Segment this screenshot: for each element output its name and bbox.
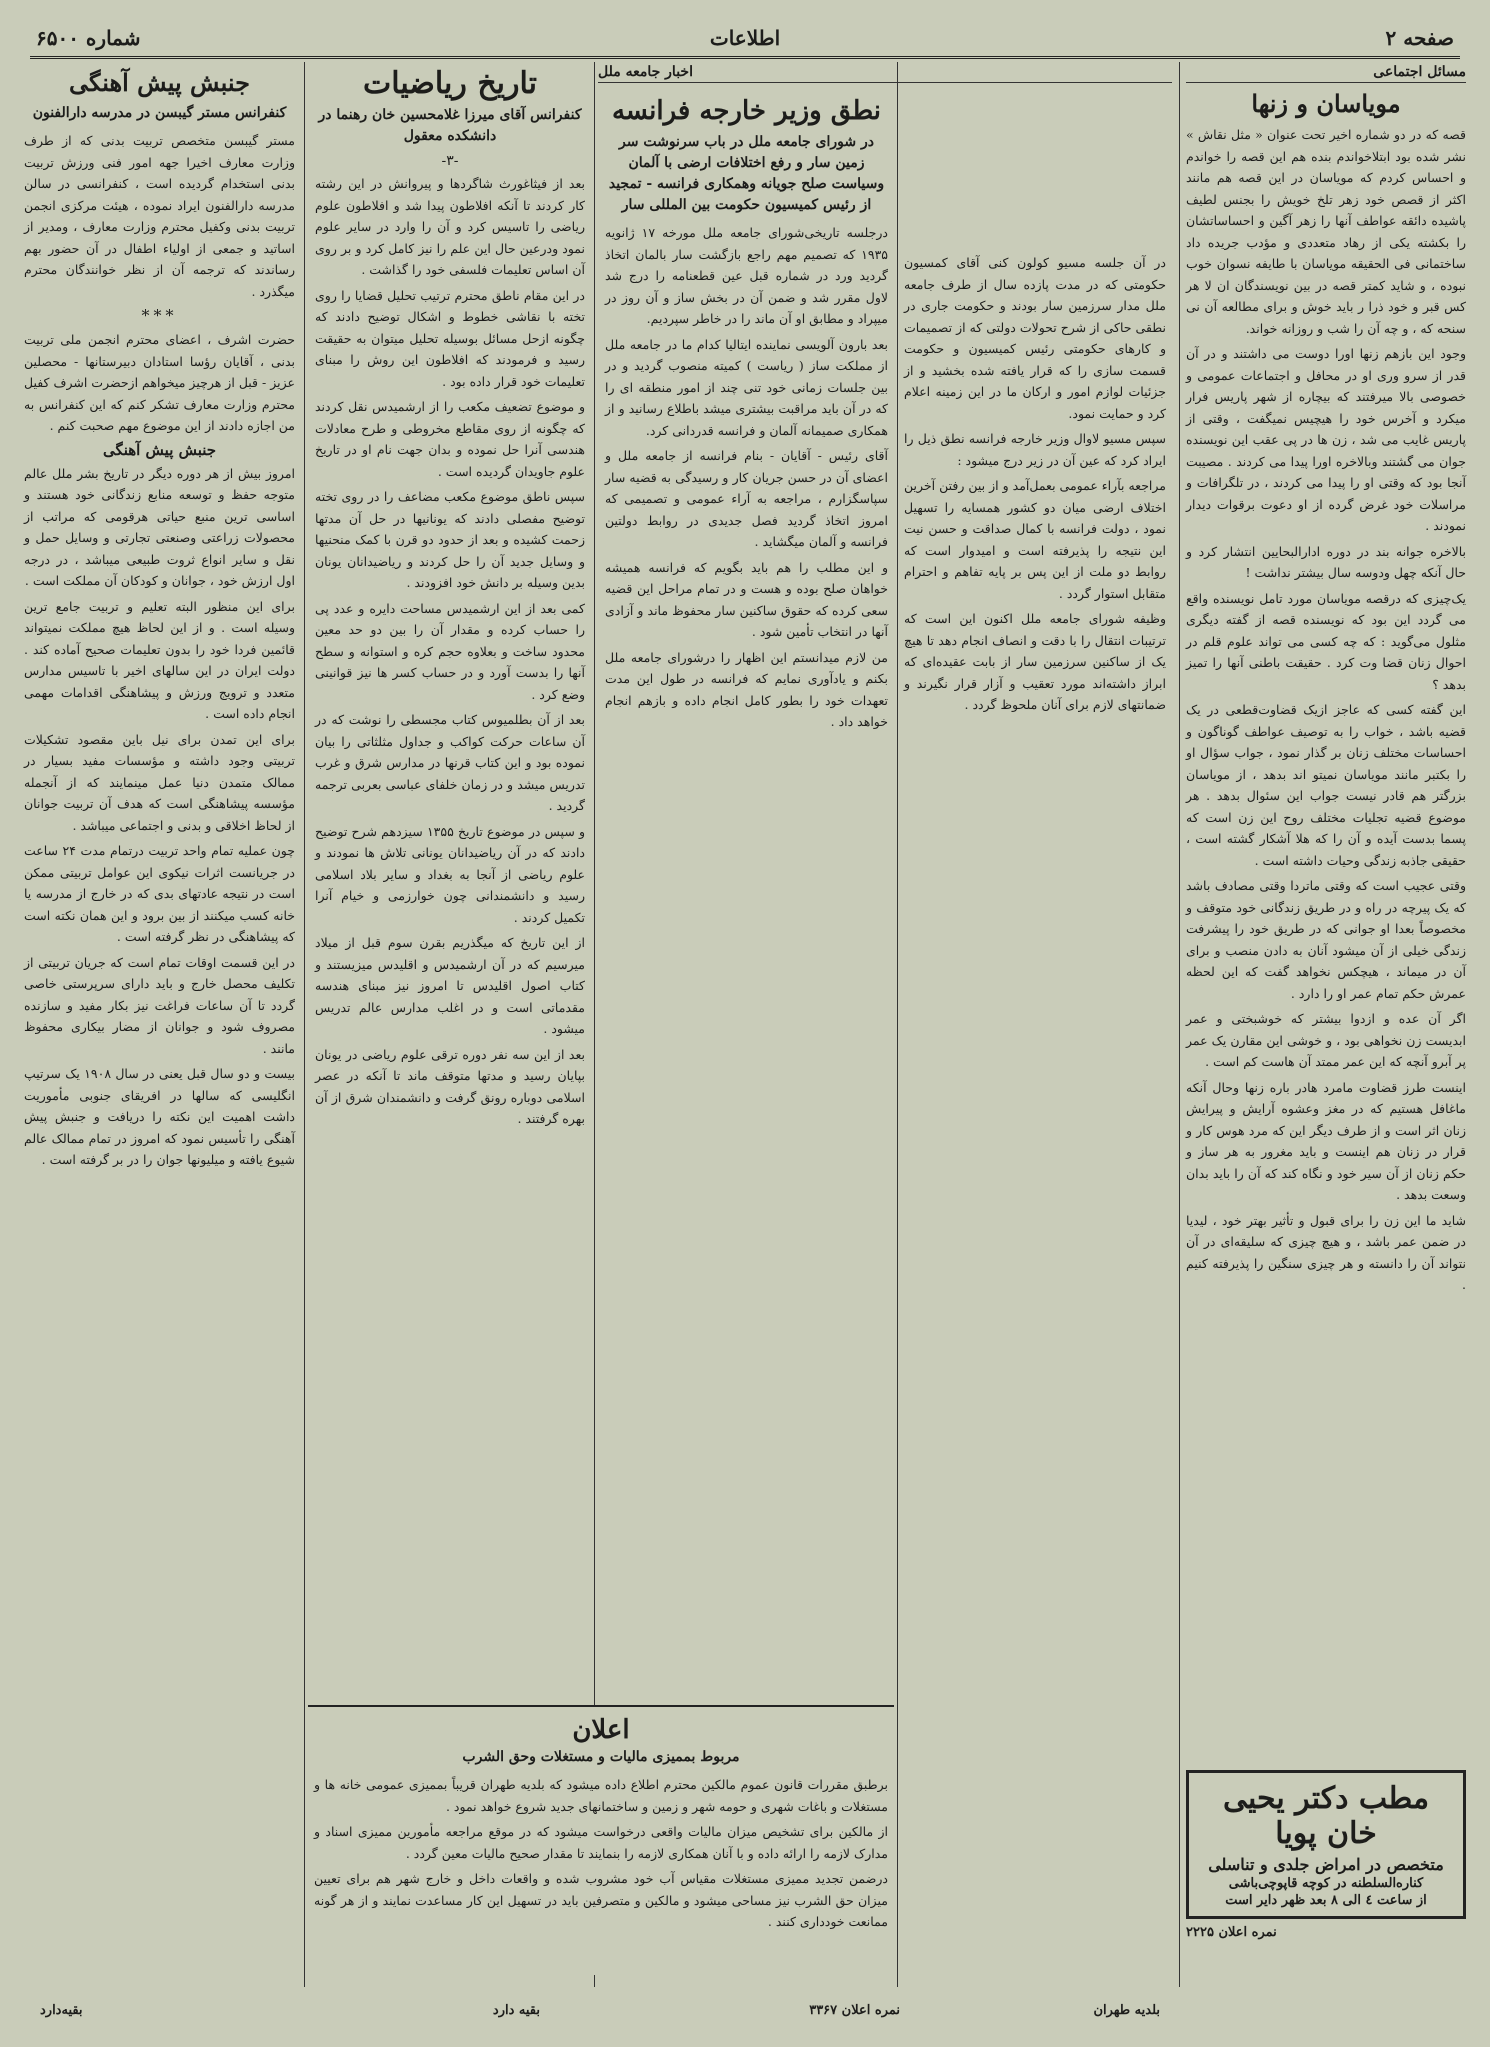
paragraph: از مالکین برای تشخیص میزان مالیات واقعی درخواست میشود که در موقع مراجعه مأمورین ممیزی اسناد و مدارک لازمه را ارائه داده و با آنان همکاری لازمه را بنمایند تا مقدار صحیح مالیات معین گردد . xyxy=(314,1824,888,1861)
paragraph: آقای رئیس - آقایان - بنام فرانسه از جامعه ملل و اعضای آن در حسن جریان کار و رسیدگی به قضیه سار سپاسگزارم ، مراجعه به آراء عمومی و تصمیمی که امروز اتخاذ گردید فصل جدیدی در روابط دولتین فرانسه و آلمان میگشاید . xyxy=(605,448,888,549)
doctor-address: کناره‌السلطنه در کوچه قاپوچی‌باشی xyxy=(1228,1876,1424,1891)
column-foreign-news-right xyxy=(898,62,1172,1702)
paragraph: شاید ما این زن را برای قبول و تأثیر بهتر خود ، لیدیا در ضمن عمر باشد ، و هیچ چیزی که سلیقه‌ای در آن نتواند آن را دانسته و هر چیزی سنگین را پذیرفته کنیم . xyxy=(1186,1212,1466,1292)
continued-label: بقیه دارد xyxy=(492,2003,540,2018)
paragraph: از این تاریخ که میگذریم بقرن سوم قبل از میلاد میرسیم که در آن ارشمیدس و اقلیدس میزیستند و کتاب اصول اقلیدس تا امروز نیز مبنای هندسه مقدماتی است و در اغلب مدارس عالم تدریس میشود . xyxy=(315,935,585,1036)
paragraph: درجلسه تاریخی‌شورای جامعه ملل مورخه ۱۷ ژانویه ۱۹۳۵ که تصمیم مهم راجع بازگشت سار بالمان اتخاذ گردید ورد در شماره قبل عین قطعنامه را درج شد لاول مقرر شد و ضمن آن در بخش ساز و آن روز در میپراد و مطابق او آن ماند را در خاطر سپردیم. xyxy=(605,225,888,326)
paragraph: درضمن تجدید ممیزی مستغلات مقیاس آب خود مشروب شده و واقعات داخل و خارج شهر هم برای تعیین میزان حق الشرب نیز مساحی میشود و مالکین و متصرفین باید در تسهیل این کار مساعدت نمایند و از هر گونه ممانعت خودداری کنند . xyxy=(314,1871,888,1929)
paragraph: برای این تمدن برای نیل باین مقصود تشکیلات تربیتی وجود داشته و مؤسسات مفید بسیار در ممالک متمدن دنیا عمل مینمایند که از آنجمله مؤسسه پیشاهنگی است که هدف آن تربیت جوانان از لحاظ اخلاقی و بدنی و اجتماعی میباشد . xyxy=(24,731,295,833)
paragraph: و سپس در موضوع تاریخ ۱۳۵۵ سیزدهم شرح توضیح دادند که در آن ریاضیدانان یونانی تلاش ها نمودند و علوم ریاضی از آنجا به بغداد و سایر بلاد اسلامی رسید و دانشمندانی چون خوارزمی و خیام آنرا تکمیل کردند . xyxy=(315,823,586,925)
paragraph: سپس ناطق موضوع مکعب مضاعف را در روی تخته توضیح مفصلی دادند که یونانیها در حل آن مدتها زحمت کشیده و بعد از حدود دو قرن با کمک منحنیها و وسایل جدید آن را حل کردند و ریاضیدانان یونان بدین وسیله بر دانش خود افزودند . xyxy=(315,489,585,590)
paragraph: وجود این بازهم زنها اورا دوست می داشتند و در آن قدر از سرو وری او در محافل و اجتماعات عمومی و خصوصی بالا میرفتند که بیچاره از شهر پاریس فرار میکرد و آخرس خود را هیچیس نمیگفت ، وقتی از پاریس غایب می شد ، زن ها در پی عقب این نویسنده جوان می گشتند وبالاخره اورا پیدا می کردند . مصیبت آنجا بود که وقتی او را پیدا می کردند ، در تلگرافات و مراسلات خود غرض گرده از او دعوت برقوات دیدار نمودند . xyxy=(1186,346,1466,533)
doctor-name: مطب دکتر یحیی خان پویا xyxy=(1222,1781,1430,1851)
paragraph: وظیفه شورای جامعه ملل اکنون این است که ترتیبات انتقال را با دقت و انصاف انجام دهد تا هیچ یک از ساکنین سرزمین سار از بابت عقیده‌ای که ابراز داشته‌اند مورد تعقیب و آزار قرار نگیرند و ضمانتهای لازم برای آنان ملحوظ گردد . xyxy=(904,611,1166,712)
notice-subtitle: مربوط بممیزی مالیات و مستغلات وحق الشرب xyxy=(462,1749,740,1765)
paragraph: مراجعه بآراء عمومی بعمل‌آمد و از بین رفتن آخرین اختلاف ارضی میان دو کشور همسایه را تسهیل نمود ، دولت فرانسه با کمال صداقت و حسن نیت این نتیجه را پذیرفته است و امیدوار است که روابط دو ملت از این پس بر پایه تفاهم و احترام متقابل استوار گردد . xyxy=(904,478,1166,601)
column-math-history xyxy=(309,62,591,1982)
paragraph: چون عملیه تمام واحد تربیت درتمام مدت ۲۴ ساعت در جریانست اثرات نیکوی این عوامل تربیتی ممکن است در نتیجه عادتهای بدی که در خارج از مدرسه یا خانه کسب میکنند از بین برود و این همان نکته است که پیشاهنگی در نظر گرفته است . xyxy=(24,843,295,944)
paragraph: برطبق مقررات قانون عموم مالکین محترم اطلاع داده میشود که بلدیه طهران قریباً بممیزی عمومی خانه ها و مستغلات و باغات شهری و حومه شهر و زمین و ساختمانهای جدید شروع خواهد نمود . xyxy=(314,1777,888,1814)
column-foreign-news-body xyxy=(599,62,894,1702)
masthead xyxy=(30,22,1460,59)
paragraph: اینست طرز قضاوت مامرد هادر باره زنها وحال آنکه ماغافل هستیم که در مغز وعشوه آرایش و پیرایش زنان اثر است و از طرف دیگر این که مرد هوس کار و قرار در زنان هم اینست و باید مغرور به هر ساز و حکم زنان از آن سیر خود و نگاه کند که آن را باید بدان وسعت بدهد . xyxy=(1186,1079,1466,1202)
paragraph: در این مقام ناطق محترم ترتیب تحلیل قضایا را روی تخته با نقاشی خطوط و اشکال توضیح دادند که چگونه ازحل مسائل بوسیله تحلیل میتوان به حقیقت رسید و فرمودند که افلاطون این روش را مبنای تعلیمات خود قرار داده بود . xyxy=(315,287,585,389)
separator: *** xyxy=(141,306,178,325)
article-title: جنبش پیش آهنگی xyxy=(69,68,250,97)
paragraph: امروز بیش از هر دوره دیگر در تاریخ بشر ملل عالم متوجه حفظ و توسعه منابع زندگانی خود هستند و اساسی ترین منبع حیاتی هرقومی که مراتب از محصولات زراعتی وصنعتی تجارتی و وسایل حمل و نقل و سایر انواع ثروت طبیعی میباشد ، در درجه اول ارزش خود ، جوانان و کودکان آن مملکت است . xyxy=(24,465,295,588)
paragraph: برای این منظور البته تعلیم و تربیت جامع ترین وسیله است . و از این لحاظ هیچ مملکت نمیتواند قائمین فردا خود را بدون تعلیمات صحیح آماده کند . دولت ایران در این سالهای اخیر با تاسیس مدارس متعدد و ترویج ورزش و پیشاهنگی اقدامات مهمی انجام داده است . xyxy=(24,598,295,721)
paragraph: بعد بارون آلویسی نماینده ایتالیا کدام ما در جامعه ملل از مملکت ساز ( ریاست ) کمیته منصوب گردید و در بین جلسات زمانی خود تنی چند از امور منطقه ای را که در آن باید مراقبت بیشتری میشد باطلاع رسانید و از همکاری صمیمانه آلمان و فرانسه قدردانی کرد. xyxy=(605,336,888,438)
paragraph: بعد از این سه نفر دوره ترقی علوم ریاضی در یونان بپایان رسید و مدتها متوقف ماند تا آنکه در عصر اسلامی دوباره رونق گرفت و دانشمندان شرق از آن بهره گرفتند . xyxy=(315,1046,585,1126)
article-title: مویاسان و زنها xyxy=(1251,89,1401,118)
column-rule xyxy=(304,62,305,1987)
doctor-hours: از ساعت ٤ الی ٨ بعد ظهر دایر است xyxy=(1225,1893,1427,1908)
doctor-specialty: متخصص در امراض جلدی و تناسلی xyxy=(1208,1855,1444,1874)
paragraph: یک‌چیزی که درقصه مویاسان مورد تامل نویسنده واقع می گردد این بود که نویسنده قصه از گفته دیگری مثلول می‌گوید : که چه کسی می تواند علوم قلم در احوال زنان قضا وت کرد . حقیقت باطنی آنها را تمیز بدهد ؟ xyxy=(1186,590,1466,692)
notice-number: نمره اعلان ۳۳۶۷ xyxy=(809,2003,900,2018)
section-label: مسائل اجتماعی xyxy=(1186,62,1466,83)
column-scouting xyxy=(18,62,301,1982)
notice-issuer: بلدیه طهران xyxy=(1093,2003,1160,2018)
column-social-issues xyxy=(1180,62,1472,1962)
paragraph: این گفته کسی که عاجز ازیک قضاوت‌قطعی در یک قضیه باشد ، خواب را به توصیف عواطف گوناگون و احساسات مختلف زنان بر گذار نمود ، جواب سؤال او را بکتبر مانند مویاسان نمیتو اند بدهد ، از مویاسان بزرگتر هم قادر نیست جواب این سئوال بدهد . هر موضوع قضیه تجلیات مختلف روح این زن است که پسما بدست آیده و آن را که هلا آشکار گشته است ، حقیقی جاذبه زندگی وحیات داشته است . xyxy=(1186,702,1466,868)
paragraph: و موضوع تضعیف مکعب را از ارشمیدس نقل کردند که چگونه از روی مقاطع مخروطی و طرح معادلات هندسی آنرا حل نموده و بدان جهت نام او در تاریخ علوم جاویدان گردیده است . xyxy=(315,399,585,479)
doctor-ad-box xyxy=(1186,1770,1466,1919)
paragraph: مستر گیبسن متخصص تربیت بدنی که از طرف وزارت معارف اخیرا جهه امور فنی ورزش تربیت بدنی استخدام گردیده است ، کنفرانسی در سالن مدرسه دارالفنون ایراد نموده ، هیئت مرکزی انجمن تربیت بدنی وکفیل محترم وزارت معارف ، ومدیر از اساتید و جمعی از اولیاء اطفال در آن حضور بهم رساندند که ترجمه آن از نظر خوانندگان محترم میگذرد . xyxy=(24,133,295,299)
article-subhead: کنفرانس آقای میرزا غلامحسین خان رهنما در دانشکده معقول xyxy=(318,107,582,144)
issue-number: شماره ۶۵۰۰ xyxy=(36,26,141,50)
article-subhead: در شورای جامعه ملل در باب سرنوشت سر زمین سار و رفع اختلافات ارضی با آلمان وسیاست صلح جویانه وهمکاری فرانسه - تمجید از رئیس کمیسیون حکومت بین المللی سار xyxy=(608,134,885,213)
article-headline: نطق وزیر خارجه فرانسه xyxy=(611,96,882,126)
article-subhead: کنفرانس مستر گیبسن در مدرسه دارالفنون xyxy=(32,105,287,121)
paragraph: در آن جلسه مسیو کولون کنی آقای کمسیون حکومتی که در مدت پازده سال از طرف جامعه ملل مدار سرزمین سار بودند و حکومت جاری در نطقی حاکی از شرح تحولات دولتی که از تصمیمات و کارهای حکومتی رئیس کمیسیون و حکومت قسمت سازی را که قرار یافته شده بخشید و از جزئیات لوازم امور و ارکان ما در این زمینه اعلام کرد و حمایت نمود. xyxy=(904,255,1166,421)
paragraph: سپس مسیو لاوال وزیر خارجه فرانسه نطق ذیل را ایراد کرد که عین آن در زیر درج میشود : xyxy=(904,431,1166,468)
paragraph: بالاخره جوانه بند در دوره ادارالبحایین انتشار کرد و حال آنکه چهل ودوسه سال بیشتر نداشت ! xyxy=(1186,543,1466,580)
notice-title: اعلان xyxy=(572,1715,630,1745)
paragraph: در این قسمت اوقات تمام است که جریان تربیتی از تکلیف محصل خارج و باید دارای سرپرستی خاصی گردد تا آن ساعات فراغت نیز بکار مفید و سازنده مصروف شود و جوانان از مضار بیکاری محفوظ مانند . xyxy=(24,954,295,1056)
doctor-ad xyxy=(1186,1760,1466,1940)
part-number: -۳- xyxy=(441,153,459,169)
paragraph: قصه که در دو شماره اخیر تحت عنوان « مثل نقاش » نشر شده بود ابتلاخواندم بنده هم این قصه را خواندم و احساس کردم که مویاسان در این قصه هم مانند اکثر از قصص خود زهر تلخ خویش را بجنس لطیف پاشیده دائقه عواطف آنها را زهر آگین و احساساتشان را بکشته یکی از رهاد متعددی و مؤدب جریده داد ساختمانی فی الحقیقه مویاسان با طایفه نسوان خوب نبوده ، و شاید کمتر قصه در بین نویسندگان ان لا هر کس قبر و خود ذرا ر باید خوش و برای مطالعه آن نی سنحه که ، و چه آن را شب و روزانه خواند. xyxy=(1186,127,1466,336)
section-label: اخبار جامعه ملل xyxy=(598,62,1172,83)
paragraph: من لازم میدانستم این اظهار را درشورای جامعه ملل بکنم و یادآوری نمایم که فرانسه در طول این مدت تعهدات خود را بطور کامل انجام داده و بازهم انجام خواهد داد . xyxy=(605,649,888,729)
paragraph: بعد از آن بطلمیوس کتاب مجسطی را نوشت که در آن ساعات حرکت کواکب و جداول مثلثاتی را بیان نموده بود و این کتاب قرنها در مدارس شرق و غرب تدریس میشد و در زمان خلفای عباسی بعربی ترجمه گردید . xyxy=(315,712,585,813)
paragraph: و این مطلب را هم باید بگویم که فرانسه همیشه خواهان صلح بوده و هست و در تمام مراحل این قضیه سعی کرده که حقوق ساکنین سار محفوظ ماند و آزادی آنها در انتخاب تأمین شود . xyxy=(605,559,888,639)
paragraph: اگر آن عده و ازدوا بیشتر که خوشبختی و عمر ابدیست زن نخواهی بود ، و خوشی این مقارن یک عمر پر آبرو آنچه که این عمر ممتد آن هاست کم است . xyxy=(1186,1011,1466,1069)
column-rule xyxy=(594,62,595,1987)
paper-name: اطلاعات xyxy=(709,26,781,50)
municipal-notice xyxy=(308,1705,894,1975)
continued-label: بقیه‌دارد xyxy=(40,2003,83,2018)
paragraph: بعد از فیثاغورث شاگردها و پیروانش در این رشته کار کردند تا آنکه افلاطون پیدا شد و افلاطون علوم ریاضی را تاسیس کرد و آن را وارد در سایر علوم نمود ودرعین حال این علم را نیز کامل کرد و بر روی آن اساس تعلیمات فلسفی خود را گذاشت . xyxy=(315,176,585,277)
paragraph: کمی بعد از این ارشمیدس مساحت دایره و عدد پی را حساب کرده و مقدار آن را بین دو حد معین محدود ساخت و بعلاوه حجم کره و استوانه و سطح آنها را بدست آورد و در حساب کسر ها نیز قوانینی وضع کرد . xyxy=(315,600,585,702)
subsection-title: جنبش پیش آهنگی xyxy=(102,440,217,459)
paragraph: بیست و دو سال قبل یعنی در سال ۱۹۰۸ یک سرتیپ انگلیسی که سالها در افریقای جنوبی مأموریت داشت اهمیت این نکته را دریافت و جنبش پیش آهنگی را تأسیس نمود که امروز در تمام ممالک عالم شیوع یافته و میلیونها جوان را در بر گرفته است . xyxy=(24,1066,295,1167)
article-title: تاریخ ریاضیات xyxy=(362,66,538,101)
paragraph: وقتی عجیب است که وقتی ماتردا وقتی مصادف باشد که یک پیرچه در راه و در طریق زندگانی خود متوقف و مخصوصاً بعدا او جوانی که در طریق خود را پیشرفت زندگی خیلی از آن میشود آنان به دادن منصب و برای آن در میماند ، هیچکس نخواهد گفت که این لحظه عمرش حکم تمام عمر او را دارد . xyxy=(1186,878,1466,1001)
paragraph: حضرت اشرف ، اعضای محترم انجمن ملی تربیت بدنی ، آقایان رؤسا استادان دبیرستانها - محصلین عزیز - قبل از هرچیز میخواهم ازحضرت اشرف کفیل محترم وزارت معارف تشکر کنم که این کنفرانس به من اجازه دادند از این موضوع مهم صحبت کنم . xyxy=(24,332,295,433)
footer xyxy=(30,1999,1460,2025)
doctor-ad-number: نمره اعلان ۲۲۲۵ xyxy=(1186,1925,1277,1940)
page-number: صفحه ۲ xyxy=(1385,26,1454,50)
